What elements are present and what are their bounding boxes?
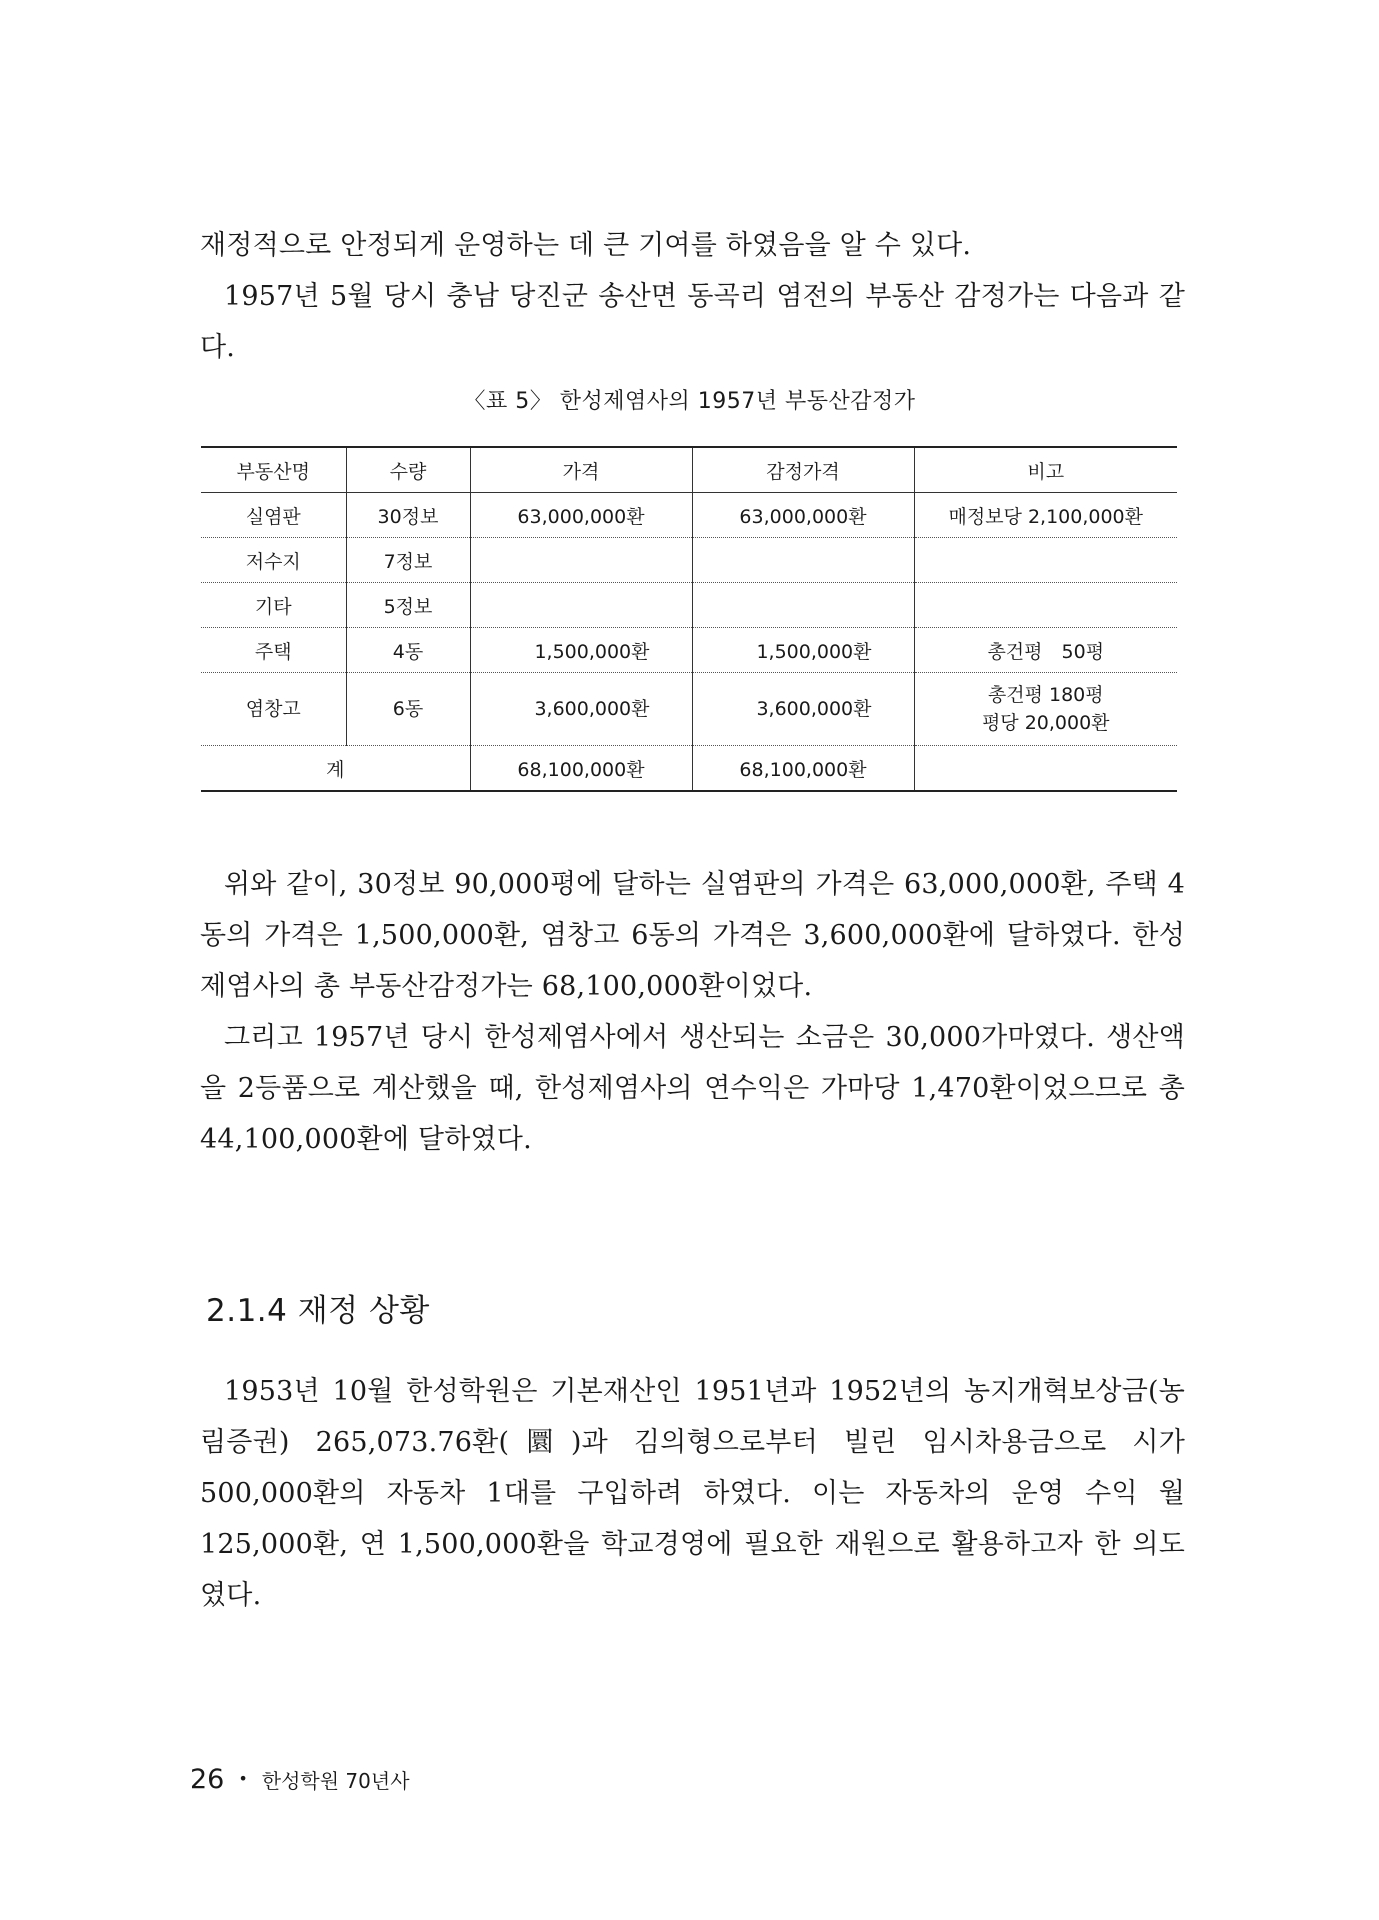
paragraph-salt-production: 그리고 1957년 당시 한성제염사에서 생산되는 소금은 30,000가마였다. 생산액을 2등품으로 계산했을 때, 한성제염사의 연수익은 가마당 1,470환이었으므로 총 44,100,000환에 달하였다. bbox=[200, 1022, 1185, 1155]
cell-name: 저수지 bbox=[201, 538, 346, 583]
table-total-row bbox=[201, 746, 1177, 792]
header-cell: 수량 bbox=[346, 447, 470, 493]
paragraph-finance: 1953년 10월 한성학원은 기본재산인 1951년과 1952년의 농지개혁보상금(농림증권) 265,073.76환(圜)과 김의형으로부터 빌린 임시차용금으로 시가 500,000환의 자동차 1대를 구입하려 하였다. 이는 자동차의 운영 수익 월 125,000환, 연 1,500,000환을 학교경영에 필요한 재원으로 활용하고자 한 의도였다. bbox=[200, 1376, 1185, 1611]
cell-note: 총건평 50평 bbox=[914, 628, 1177, 673]
cell-note bbox=[914, 583, 1177, 628]
cell-name: 염창고 bbox=[201, 673, 346, 746]
header-cell: 부동산명 bbox=[201, 447, 346, 493]
cell-total-note bbox=[914, 746, 1177, 792]
cell-note-line: 평당 20,000환 bbox=[981, 712, 1110, 734]
cell-total-price: 68,100,000환 bbox=[470, 746, 692, 792]
cell-price bbox=[470, 583, 692, 628]
table-row bbox=[201, 673, 1177, 746]
cell-note: 매정보당 2,100,000환 bbox=[914, 493, 1177, 538]
table-row bbox=[201, 538, 1177, 583]
table-row bbox=[201, 583, 1177, 628]
paragraph-intro-2: 1957년 5월 당시 충남 당진군 송산면 동곡리 염전의 부동산 감정가는 다음과 같다. bbox=[200, 281, 1185, 363]
cell-appraisal: 63,000,000환 bbox=[692, 493, 914, 538]
cell-qty: 6동 bbox=[346, 673, 470, 746]
cell-name: 실염판 bbox=[201, 493, 346, 538]
page-footer bbox=[190, 1764, 410, 1795]
cell-appraisal: 1,500,000환 bbox=[692, 628, 914, 673]
cell-price: 3,600,000환 bbox=[470, 673, 692, 746]
cell-total-appraisal: 68,100,000환 bbox=[692, 746, 914, 792]
table-caption: 〈표 5〉 한성제염사의 1957년 부동산감정가 bbox=[463, 389, 916, 414]
paragraph-intro-1: 재정적으로 안정되게 운영하는 데 큰 기여를 하였음을 알 수 있다. bbox=[200, 230, 972, 261]
table-row bbox=[201, 493, 1177, 538]
cell-price bbox=[470, 538, 692, 583]
header-cell: 감정가격 bbox=[692, 447, 914, 493]
header-cell: 비고 bbox=[914, 447, 1177, 493]
cell-appraisal bbox=[692, 583, 914, 628]
cell-qty: 30정보 bbox=[346, 493, 470, 538]
cell-qty: 5정보 bbox=[346, 583, 470, 628]
paragraph-summary: 위와 같이, 30정보 90,000평에 달하는 실염판의 가격은 63,000,000환, 주택 4동의 가격은 1,500,000환, 염창고 6동의 가격은 3,600,000환에 달하였다. 한성제염사의 총 부동산감정가는 68,100,000환이었다. bbox=[200, 869, 1185, 1002]
cell-note-line: 총건평 180평 bbox=[987, 684, 1104, 706]
cell-appraisal: 3,600,000환 bbox=[692, 673, 914, 746]
page-number: 26 bbox=[190, 1764, 225, 1795]
table-header-row bbox=[201, 447, 1177, 493]
cell-name: 주택 bbox=[201, 628, 346, 673]
cell-qty: 7정보 bbox=[346, 538, 470, 583]
cell-note bbox=[914, 673, 1177, 746]
bullet-icon: • bbox=[238, 1769, 248, 1788]
cell-name: 기타 bbox=[201, 583, 346, 628]
cell-price: 1,500,000환 bbox=[470, 628, 692, 673]
cell-qty: 4동 bbox=[346, 628, 470, 673]
cell-note bbox=[914, 538, 1177, 583]
header-cell: 가격 bbox=[470, 447, 692, 493]
cell-appraisal bbox=[692, 538, 914, 583]
table-row bbox=[201, 628, 1177, 673]
cell-price: 63,000,000환 bbox=[470, 493, 692, 538]
appraisal-table bbox=[201, 446, 1177, 792]
cell-total-label: 계 bbox=[201, 746, 470, 792]
section-heading: 2.1.4 재정 상황 bbox=[206, 1293, 430, 1329]
book-title: 한성학원 70년사 bbox=[261, 1769, 410, 1793]
